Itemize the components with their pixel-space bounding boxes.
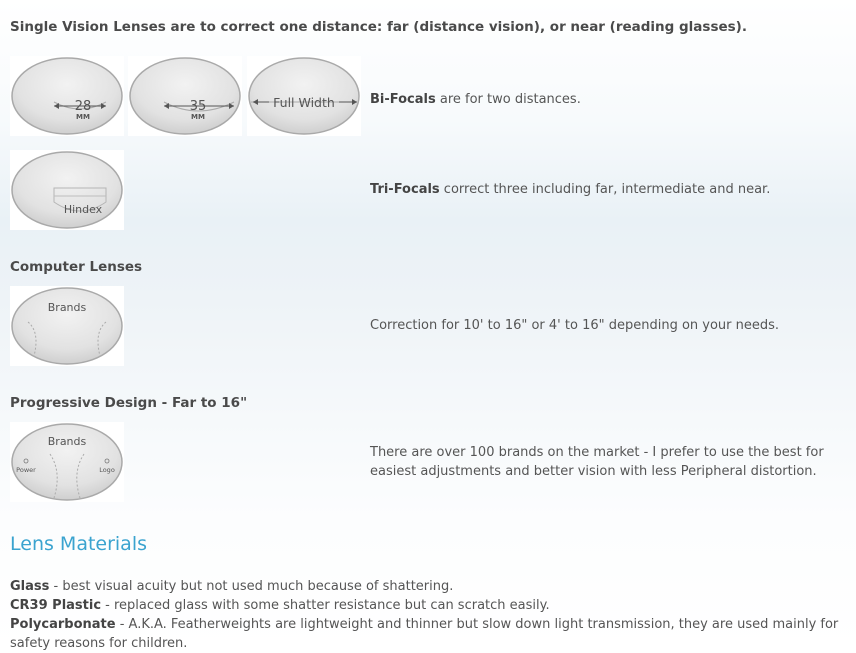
computer-lenses-heading: Computer Lenses <box>10 259 143 275</box>
material-item-glass <box>10 577 840 596</box>
bifocals-description <box>370 90 581 109</box>
bifocals-name: Bi-Focals <box>370 92 436 107</box>
trifocal-lens-image <box>10 150 124 230</box>
progressive-lens-brands-label: Brands <box>47 435 87 448</box>
lens-35-unit: MM <box>191 113 205 121</box>
material-desc: - best visual acuity but not used much because of shattering. <box>49 579 454 594</box>
lens-28-unit: MM <box>76 113 90 121</box>
trifocals-desc: correct three including far, intermediate and near. <box>439 182 771 197</box>
material-desc: - A.K.A. Featherweights are lightweight and thinner but slow down light transmission, they are used mainly for safety reasons for children. <box>10 617 839 651</box>
lens-35-label: 35 <box>189 99 207 114</box>
progressive-design-heading: Progressive Design - Far to 16" <box>10 395 248 411</box>
bifocal-35mm-lens-image <box>128 56 242 136</box>
material-name: Polycarbonate <box>10 617 116 632</box>
material-item-polycarbonate <box>10 615 840 653</box>
bifocal-full-width-lens-image <box>247 56 361 136</box>
computer-lenses-description: Correction for 10' to 16" or 4' to 16" depending on your needs. <box>370 318 780 333</box>
bifocal-28mm-lens-image <box>10 56 124 136</box>
progressive-description <box>370 443 840 481</box>
progressive-desc-line1: There are over 100 brands on the market - I prefer to use the best for <box>370 445 824 460</box>
progressive-lens-logo-label: Logo <box>99 466 115 474</box>
computer-lens-image <box>10 286 124 366</box>
lens-materials-list <box>10 577 840 653</box>
lens-hindex-label: Hindex <box>63 203 103 216</box>
intro-text: Single Vision Lenses are to correct one distance: far (distance vision), or near (reading glasses). <box>10 19 747 35</box>
computer-lens-brands-label: Brands <box>47 301 87 314</box>
progressive-lens-image <box>10 422 124 502</box>
trifocals-description <box>370 180 770 199</box>
progressive-desc-line2: easiest adjustments and better vision with less Peripheral distortion. <box>370 464 817 479</box>
material-name: Glass <box>10 579 50 594</box>
material-desc: - replaced glass with some shatter resistance but can scratch easily. <box>101 598 550 613</box>
bifocals-desc: are for two distances. <box>435 92 581 107</box>
material-name: CR39 Plastic <box>10 598 102 613</box>
progressive-lens-power-label: Power <box>16 466 36 474</box>
lens-28-label: 28 <box>74 99 92 114</box>
material-item-cr39 <box>10 596 840 615</box>
lens-materials-title: Lens Materials <box>10 533 148 555</box>
lens-full-width-label: Full Width <box>273 95 335 110</box>
trifocals-name: Tri-Focals <box>370 182 440 197</box>
